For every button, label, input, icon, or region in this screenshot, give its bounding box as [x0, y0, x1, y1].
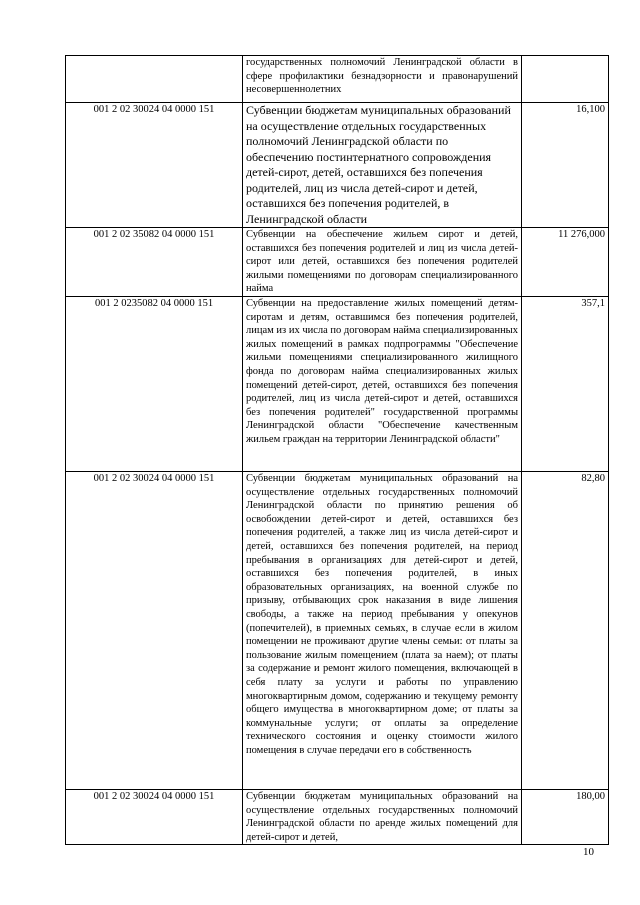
description-cell: государственных полномочий Ленинградской области в сфере профилактики безнадзорности и правонарушений несовершеннолетних: [243, 56, 522, 103]
amount-cell: 16,100: [522, 103, 609, 228]
budget-code-cell: [66, 56, 243, 103]
description-cell: Субвенции бюджетам муниципальных образований на осуществление отдельных государственных полномочий Ленинградской области по принятию решения об освобождении детей-сирот и детей, оставшихся без попечения родителей, а также лиц из числа детей-сирот и детей, оставшихся без попечения родителей, на период пребывания в организациях для детей-сирот и детей, оставшихся без попечения родителей, в иных образовательных организациях, на военной службе по призыву, отбывающих срок наказания в виде лишения свободы, а также на период пребывания у опекунов (попечителей), в приемных семьях, в случае если в жилом помещении не проживают другие члены семьи: от платы за пользование жилым помещением (плата за наем); от платы за содержание и ремонт жилого помещения, включающей в себя плату за услуги и работы по управлению многоквартирным домом, содержанию и текущему ремонту общего имущества в многоквартирном доме; от платы за коммунальные услуги; от оплаты за определение технического состояния и оценку стоимости жилого помещения в случае передачи его в собственность: [243, 472, 522, 790]
budget-code-cell: 001 2 02 35082 04 0000 151: [66, 228, 243, 297]
table-row: [66, 297, 609, 472]
amount-cell: 180,00: [522, 790, 609, 845]
amount-cell: 11 276,000: [522, 228, 609, 297]
budget-code-cell: 001 2 02 30024 04 0000 151: [66, 103, 243, 228]
amount-cell: 82,80: [522, 472, 609, 790]
description-cell: Субвенции бюджетам муниципальных образований на осуществление отдельных государственных полномочий Ленинградской области по обеспечению постинтернатного сопровождения детей-сирот, детей, оставшихся без попечения родителей, лиц из числа детей-сирот и детей, оставшихся без попечения родителей, в Ленинградской области: [243, 103, 522, 228]
table-row: [66, 56, 609, 103]
amount-cell: 357,1: [522, 297, 609, 472]
budget-code-cell: 001 2 02 30024 04 0000 151: [66, 790, 243, 845]
table-row: [66, 790, 609, 845]
budget-code-cell: 001 2 0235082 04 0000 151: [66, 297, 243, 472]
amount-cell: [522, 56, 609, 103]
table-row: [66, 103, 609, 228]
table-row: [66, 472, 609, 790]
description-cell: Субвенции бюджетам муниципальных образований на осуществление отдельных государственных полномочий Ленинградской области по аренде жилых помещений для детей-сирот и детей,: [243, 790, 522, 845]
budget-table: [65, 55, 609, 845]
table-row: [66, 228, 609, 297]
budget-code-cell: 001 2 02 30024 04 0000 151: [66, 472, 243, 790]
description-cell: Субвенции на предоставление жилых помещений детям-сиротам и детям, оставшимся без попечения родителей, лицам из их числа по договорам найма специализированных жилых помещений в рамках подпрограммы "Обеспечение жильми помещениями специализированного жилищного фонда по договорам найма специализированных жилых помещений детей-сирот, детей, оставшихся без попечения родителей, лиц из числа детей-сирот и детей, оставшихся без попечения родителей" государственной программы Ленинградской области "Обеспечение качественным жильем граждан на территории Ленинградской области": [243, 297, 522, 472]
page-number: 10: [583, 846, 594, 858]
description-cell: Субвенции на обеспечение жильем сирот и детей, оставшихся без попечения родителей и лиц из числа детей-сирот или детей, оставшихся без попечения родителей жилыми помещениями по договорам специализированного найма: [243, 228, 522, 297]
